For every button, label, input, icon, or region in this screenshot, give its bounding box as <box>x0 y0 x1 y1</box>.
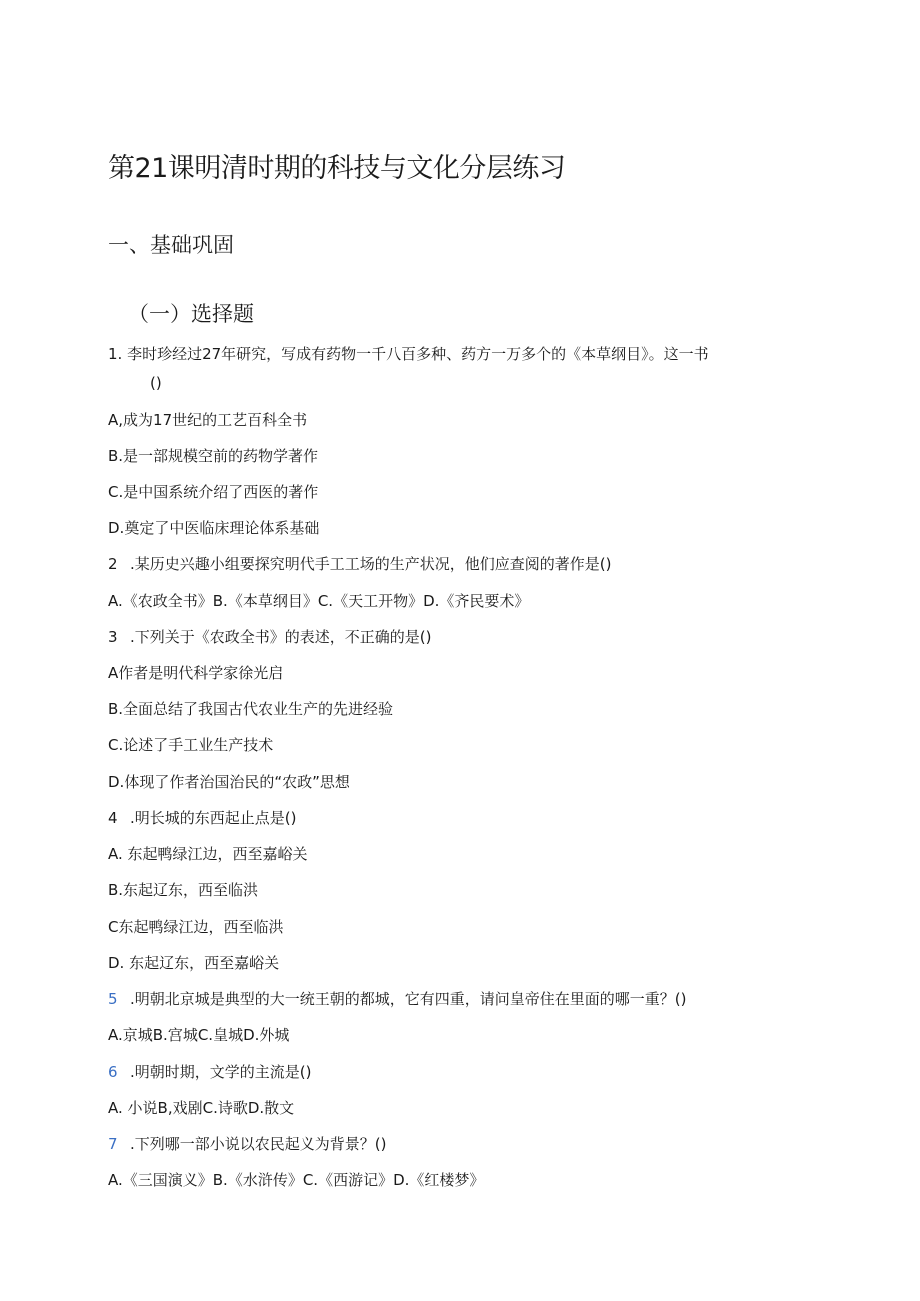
option-d: D.体现了作者治国治民的“农政”思想 <box>108 773 350 791</box>
option-d: D.奠定了中医临床理论体系基础 <box>108 519 320 537</box>
options-line: A.京城B.宫城C.皇城D.外城 <box>108 1026 290 1044</box>
question-number: 7 <box>108 1135 118 1153</box>
question-3 <box>108 627 431 647</box>
subsection-heading: （一）选择题 <box>128 302 254 326</box>
option-a: A作者是明代科学家徐光启 <box>108 664 284 682</box>
question-number: 4 <box>108 809 118 827</box>
question-text: .下列关于《农政全书》的表述，不正确的是() <box>130 628 432 646</box>
option-c: C.论述了手工业生产技术 <box>108 736 274 754</box>
option-a: A,成为17世纪的工艺百科全书 <box>108 411 308 429</box>
section-heading: 一、基础巩固 <box>108 233 234 257</box>
options-line: A.《三国演义》B.《水浒传》C.《西游记》D.《红楼梦》 <box>108 1171 485 1189</box>
option-b: B.东起辽东，西至临洪 <box>108 881 259 899</box>
option-b: B.是一部规模空前的药物学著作 <box>108 447 319 465</box>
question-number: 2 <box>108 555 118 573</box>
question-text: .明朝北京城是典型的大一统王朝的都城，它有四重，请问皇帝住在里面的哪一重？() <box>130 990 687 1008</box>
page-title: 第21课明清时期的科技与文化分层练习 <box>108 153 566 184</box>
question-2 <box>108 554 611 574</box>
question-5 <box>108 989 686 1009</box>
question-continuation: () <box>150 374 162 392</box>
option-c: C.是中国系统介绍了西医的著作 <box>108 483 319 501</box>
question-text: .明长城的东西起止点是() <box>130 809 297 827</box>
question-number: 3 <box>108 628 118 646</box>
question-6 <box>108 1062 311 1082</box>
question-number: 6 <box>108 1063 118 1081</box>
question-text: .明朝时期，文学的主流是() <box>130 1063 312 1081</box>
question-number: 1 <box>108 345 118 363</box>
options-line: A.《农政全书》B.《本草纲目》C.《天工开物》D.《齐民要术》 <box>108 592 530 610</box>
question-number: 5 <box>108 990 118 1008</box>
option-b: B.全面总结了我国古代农业生产的先进经验 <box>108 700 394 718</box>
option-d: D. 东起辽东，西至嘉峪关 <box>108 954 280 972</box>
option-a: A. 东起鸭绿江边，西至嘉峪关 <box>108 845 308 863</box>
question-7 <box>108 1134 386 1154</box>
question-4 <box>108 808 296 828</box>
question-text: .某历史兴趣小组要探究明代手工工场的生产状况，他们应查阅的著作是() <box>130 555 612 573</box>
question-text: . 李时珍经过27年研究，写成有药物一千八百多种、药方一万多个的《本草纲目》。这一书 <box>117 345 709 363</box>
question-1 <box>108 344 709 364</box>
options-line: A. 小说B,戏剧C.诗歌D.散文 <box>108 1099 295 1117</box>
question-text: .下列哪一部小说以农民起义为背景？() <box>130 1135 387 1153</box>
option-c: C东起鸭绿江边，西至临洪 <box>108 918 284 936</box>
